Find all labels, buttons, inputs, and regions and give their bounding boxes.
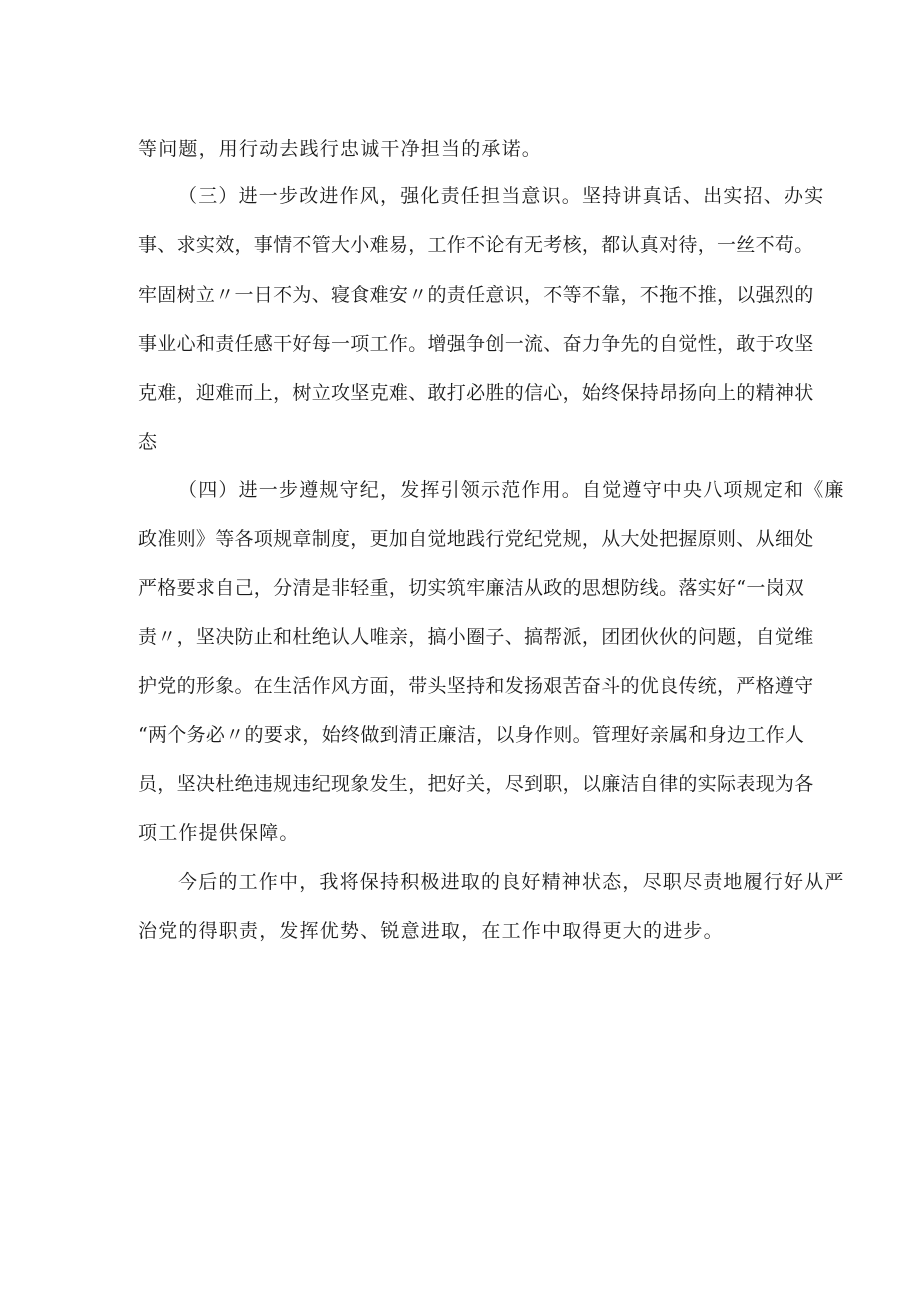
text-line: 政准则》等各项规章制度，更加自觉地践行党纪党规，从大处把握原则、从细处: [138, 528, 814, 550]
text-line: （四）进一步遵规守纪，发挥引领示范作用。自觉遵守中央八项规定和《廉: [178, 479, 845, 501]
text-line: 等问题，用行动去践行忠诚干净担当的承诺。: [138, 138, 543, 160]
text-line: 牢固树立〃一日不为、寝食难安〃的责任意识，不等不靠，不拖不推，以强烈的: [138, 284, 814, 306]
text-line: （三）进一步改进作风，强化责任担当意识。坚持讲真话、出实招、办实: [178, 185, 825, 207]
text-line: 治党的得职责，发挥优势、锐意进取，在工作中取得更大的进步。: [138, 920, 724, 942]
text-line: 今后的工作中，我将保持积极进取的良好精神状态，尽职尽责地履行好从严: [178, 871, 845, 893]
text-line: 严格要求自己，分清是非轻重，切实筑牢廉洁从政的思想防线。落实好“一岗双: [138, 577, 805, 599]
text-line: 事业心和责任感干好每一项工作。增强争创一流、奋力争先的自觉性，敢于攻坚: [138, 333, 814, 355]
text-line: “两个务必〃的要求，始终做到清正廉洁，以身作则。管理好亲属和身边工作人: [138, 724, 805, 746]
text-line: 克难，迎难而上，树立攻坚克难、敢打必胜的信心，始终保持昂扬向上的精神状: [138, 382, 814, 404]
text-line: 事、求实效，事情不管大小难易，工作不论有无考核，都认真对待，一丝不苟。: [138, 234, 814, 256]
text-line: 员，坚决杜绝违规违纪现象发生，把好关，尽到职，以廉洁自律的实际表现为各: [138, 773, 814, 795]
text-line: 项工作提供保障。: [138, 822, 300, 844]
text-line: 态: [138, 431, 159, 453]
text-line: 护党的形象。在生活作风方面，带头坚持和发扬艰苦奋斗的优良传统，严格遵守: [138, 675, 814, 697]
text-line: 责〃，坚决防止和杜绝认人唯亲，搞小圈子、搞帮派，团团伙伙的问题，自觉维: [138, 626, 814, 648]
